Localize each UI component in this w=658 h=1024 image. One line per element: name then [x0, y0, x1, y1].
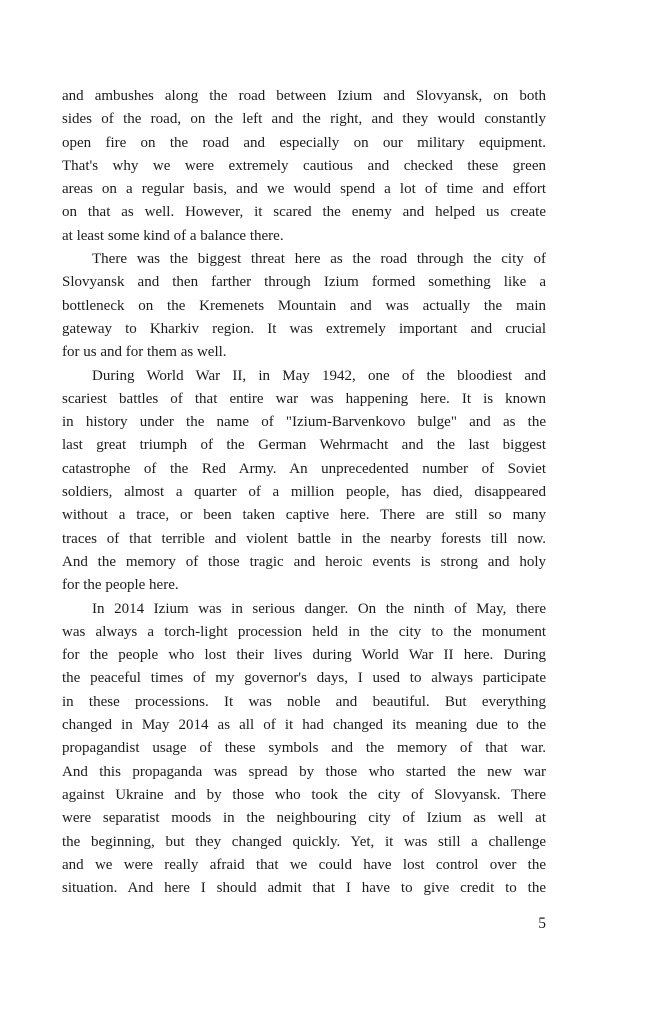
- text-line: for the people who lost their lives during World War II here. During: [62, 647, 546, 664]
- text-line: without a trace, or been taken captive here. There are still so many: [62, 507, 546, 524]
- text-line: in these processions. It was noble and beautiful. But everything: [62, 693, 546, 710]
- text-line: was always a torch-light procession held in the city to the monument: [62, 623, 546, 640]
- text-line: And this propaganda was spread by those who started the new war: [62, 763, 546, 780]
- text-line: the beginning, but they changed quickly. Yet, it was still a challenge: [62, 833, 546, 850]
- text-line: in history under the name of "Izium-Barvenkovo bulge" and as the: [62, 414, 546, 431]
- text-line: There was the biggest threat here as the road through the city of: [92, 251, 546, 268]
- text-line: gateway to Kharkiv region. It was extremely important and crucial: [62, 320, 546, 337]
- text-line: areas on a regular basis, and we would spend a lot of time and effort: [62, 181, 546, 198]
- text-line: against Ukraine and by those who took the city of Slovyansk. There: [62, 786, 546, 803]
- text-line: Slovyansk and then farther through Izium formed something like a: [62, 274, 546, 291]
- text-line: situation. And here I should admit that I have to give credit to the: [62, 880, 546, 897]
- text-line: for the people here.: [62, 577, 179, 594]
- text-line: on that as well. However, it scared the enemy and helped us create: [62, 204, 546, 221]
- text-line: were separatist moods in the neighbouring city of Izium as well at: [62, 810, 546, 827]
- body-text: [62, 85, 546, 900]
- paragraph: [62, 598, 546, 901]
- text-line: catastrophe of the Red Army. An unprecedented number of Soviet: [62, 460, 546, 477]
- paragraph: [62, 365, 546, 598]
- text-line: for us and for them as well.: [62, 344, 227, 361]
- paragraph: [62, 248, 546, 364]
- text-line: at least some kind of a balance there.: [62, 227, 284, 244]
- text-line: open fire on the road and especially on our military equipment.: [62, 134, 546, 151]
- text-line: That's why we were extremely cautious and checked these green: [62, 157, 546, 174]
- text-line: changed in May 2014 as all of it had changed its meaning due to the: [62, 717, 546, 734]
- text-line: propagandist usage of these symbols and the memory of that war.: [62, 740, 546, 757]
- text-line: scariest battles of that entire war was happening here. It is known: [62, 390, 546, 407]
- text-line: soldiers, almost a quarter of a million people, has died, disappeared: [62, 484, 546, 501]
- text-line: And the memory of those tragic and heroic events is strong and holy: [62, 553, 546, 570]
- text-line: last great triumph of the German Wehrmacht and the last biggest: [62, 437, 546, 454]
- text-line: bottleneck on the Kremenets Mountain and was actually the main: [62, 297, 546, 314]
- text-line: In 2014 Izium was in serious danger. On the ninth of May, there: [92, 600, 546, 617]
- text-line: During World War II, in May 1942, one of the bloodiest and: [92, 367, 546, 384]
- page-number: 5: [538, 915, 546, 932]
- text-line: and we were really afraid that we could have lost control over the: [62, 856, 546, 873]
- paragraph: [62, 85, 546, 248]
- text-line: and ambushes along the road between Izium and Slovyansk, on both: [62, 88, 546, 104]
- text-line: traces of that terrible and violent battle in the nearby forests till now.: [62, 530, 546, 547]
- text-line: the peaceful times of my governor's days, I used to always participate: [62, 670, 546, 687]
- text-line: sides of the road, on the left and the right, and they would constantly: [62, 111, 546, 128]
